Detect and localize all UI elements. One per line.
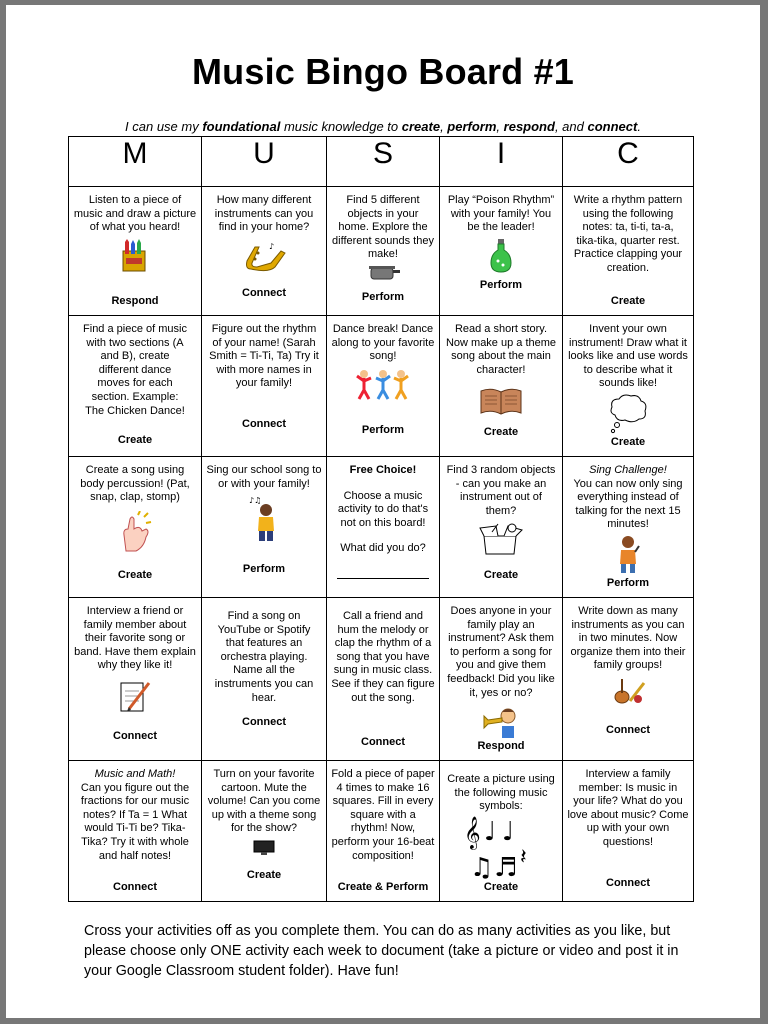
page-title: Music Bingo Board #1 bbox=[191, 51, 575, 92]
activity-text: Fold a piece of paper 4 times to make 16 squares. Fill in every square with a rhythm! Now, perform your 16-beat composition! bbox=[331, 768, 435, 862]
bingo-cell[interactable] bbox=[202, 761, 327, 902]
category-label: Perform bbox=[479, 279, 523, 292]
activity-text: Sing our school song to or with your family! bbox=[206, 464, 322, 490]
svg-text:𝄞: 𝄞 bbox=[464, 815, 481, 849]
snapping-hand-icon bbox=[118, 511, 152, 553]
category-label: Perform bbox=[606, 577, 650, 590]
subtitle-text: . bbox=[637, 119, 641, 134]
bingo-cell[interactable] bbox=[327, 457, 440, 598]
bingo-cell[interactable] bbox=[69, 187, 202, 316]
activity-text: Read a short story. Now make up a theme song about the main character! bbox=[445, 323, 557, 376]
free-choice-text: Choose a music activity to do that's not on this board! bbox=[337, 489, 429, 529]
answer-line[interactable] bbox=[337, 578, 429, 579]
crayons-icon bbox=[120, 239, 150, 273]
svg-text:♬: ♬ bbox=[494, 852, 518, 880]
bingo-cell[interactable] bbox=[69, 316, 202, 457]
svg-text:♩: ♩ bbox=[502, 816, 515, 847]
activity-text: How many different instruments can you find in your home? bbox=[214, 194, 314, 234]
bingo-cell[interactable] bbox=[440, 761, 563, 902]
board-row bbox=[69, 761, 694, 902]
category-label: Create bbox=[483, 569, 519, 582]
category-label: Connect bbox=[242, 287, 286, 300]
category-label: Connect bbox=[606, 724, 650, 737]
bingo-cell[interactable] bbox=[202, 457, 327, 598]
open-book-icon bbox=[479, 387, 523, 415]
subtitle-bold-create: create bbox=[401, 119, 441, 134]
bingo-cell[interactable] bbox=[440, 598, 563, 761]
category-label: Connect bbox=[242, 716, 286, 729]
tv-icon bbox=[253, 840, 275, 856]
activity-text: Write down as many instruments as you can in two minutes. Now organize them into their family groups! bbox=[570, 605, 686, 672]
singing-child-icon bbox=[249, 495, 279, 543]
potion-bottle-icon bbox=[490, 239, 512, 273]
category-label: Create bbox=[483, 881, 519, 894]
bingo-cell[interactable] bbox=[440, 457, 563, 598]
bingo-board bbox=[68, 136, 694, 902]
category-label: Connect bbox=[242, 418, 286, 431]
bingo-cell[interactable] bbox=[327, 598, 440, 761]
category-label: Create bbox=[483, 426, 519, 439]
bingo-cell[interactable] bbox=[440, 316, 563, 457]
svg-text:♪♫: ♪♫ bbox=[249, 496, 262, 506]
category-label: Create bbox=[117, 569, 153, 582]
board-row bbox=[69, 457, 694, 598]
activity-text: Interview a friend or family member about their favorite song or band. Have them explain why they like it! bbox=[74, 605, 196, 672]
svg-text:𝄽: 𝄽 bbox=[520, 844, 527, 870]
math-text: Can you figure out the fractions for our music notes? If Ta = 1 What would Ti-Ti be? Tika-Tika? Try it with whole and half notes! bbox=[80, 781, 190, 862]
column-header-s: S bbox=[327, 137, 440, 187]
subtitle-bold-foundational: foundational bbox=[202, 119, 281, 134]
category-label: Create bbox=[117, 434, 153, 447]
column-header-u: U bbox=[202, 137, 327, 187]
activity-text: Interview a family member: Is music in your life? What do you love about music? Come up with your own questions! bbox=[567, 768, 689, 848]
activity-text: Turn on your favorite cartoon. Mute the volume! Can you come up with a theme song for the show? bbox=[207, 768, 321, 835]
category-label: Perform bbox=[361, 291, 405, 304]
bingo-cell[interactable] bbox=[563, 187, 694, 316]
board-row bbox=[69, 316, 694, 457]
bingo-cell[interactable] bbox=[327, 316, 440, 457]
challenge-heading: Sing Challenge! bbox=[589, 464, 667, 476]
instruments-icon bbox=[610, 677, 646, 705]
bingo-cell[interactable] bbox=[327, 761, 440, 902]
bingo-cell[interactable] bbox=[202, 187, 327, 316]
subtitle-bold-perform: perform bbox=[447, 119, 497, 134]
activity-text: Create a picture using the following music symbols: bbox=[447, 773, 555, 813]
pot-icon bbox=[365, 264, 401, 282]
activity-text bbox=[327, 457, 439, 584]
bingo-cell[interactable] bbox=[202, 316, 327, 457]
activity-text: Figure out the rhythm of your name! (Sarah Smith = Ti-Ti, Ta) Try it with more names in your family! bbox=[209, 323, 319, 390]
thought-bubble-icon bbox=[607, 393, 649, 435]
svg-text:♫: ♫ bbox=[470, 852, 494, 880]
category-label: Connect bbox=[606, 877, 650, 890]
activity-text: Listen to a piece of music and draw a picture of what you heard! bbox=[73, 194, 197, 234]
board-row bbox=[69, 598, 694, 761]
activity-text: Call a friend and hum the melody or clap the rhythm of a song that you have sung in music class. See if they can figure out the song. bbox=[331, 610, 435, 704]
subtitle-text: music knowledge to bbox=[280, 119, 402, 134]
activity-text: Find 5 different objects in your home. Explore the different sounds they make! bbox=[332, 194, 434, 261]
footer-instructions: Cross your activities off as you complete them. You can do as many activities as you like, but please choose only ONE activity each week to document (take a picture or video and post it in your Google Classroom student folder). Have fun! bbox=[84, 923, 679, 979]
bingo-cell[interactable] bbox=[440, 187, 563, 316]
subtitle-text: , bbox=[496, 119, 504, 134]
bingo-cell[interactable] bbox=[69, 598, 202, 761]
category-label: Create & Perform bbox=[337, 881, 429, 894]
activity-text: Write a rhythm pattern using the following notes: ta, ti-ti, ta-a, tika-tika, quarter rest. Practice clapping your creation. bbox=[573, 194, 683, 274]
board-row bbox=[69, 187, 694, 316]
music-symbols-icon bbox=[458, 814, 544, 880]
bingo-cell[interactable] bbox=[202, 598, 327, 761]
column-header-i: I bbox=[440, 137, 563, 187]
activity-text: Create a song using body percussion! (Pat, snap, clap, stomp) bbox=[80, 464, 190, 504]
svg-text:♩: ♩ bbox=[484, 816, 497, 847]
column-header-c: C bbox=[563, 137, 694, 187]
bingo-cell[interactable] bbox=[563, 316, 694, 457]
column-header-m: M bbox=[69, 137, 202, 187]
category-label: Connect bbox=[113, 730, 157, 743]
bingo-cell[interactable] bbox=[327, 187, 440, 316]
singer-microphone-icon bbox=[615, 534, 641, 574]
activity-text: Invent your own instrument! Draw what it looks like and use words to describe what it sounds like! bbox=[568, 323, 688, 390]
bingo-cell[interactable] bbox=[563, 457, 694, 598]
saxophone-icon bbox=[241, 239, 287, 275]
activity-text: Find a piece of music with two sections (A and B), create different dance moves for each section. Example: The Chicken Dance! bbox=[83, 323, 187, 417]
worksheet-page bbox=[6, 5, 760, 1018]
notepad-pencil-icon bbox=[117, 679, 153, 713]
category-label: Respond bbox=[111, 295, 159, 308]
category-label: Create bbox=[246, 869, 282, 882]
activity-text: Find 3 random objects - can you make an instrument out of them? bbox=[446, 464, 556, 517]
bingo-cell[interactable] bbox=[69, 457, 202, 598]
bingo-cell[interactable] bbox=[563, 598, 694, 761]
subtitle-text: , bbox=[440, 119, 448, 134]
activity-text: Dance break! Dance along to your favorite song! bbox=[331, 323, 435, 363]
activity-text bbox=[69, 761, 201, 863]
category-label: Perform bbox=[361, 424, 405, 437]
activity-text: Find a song on YouTube or Spotify that features an orchestra playing. Name all the instruments you can hear. bbox=[214, 610, 314, 704]
category-label: Create bbox=[610, 436, 646, 449]
category-label: Perform bbox=[242, 563, 286, 576]
free-choice-question: What did you do? bbox=[340, 542, 426, 555]
dancing-kids-icon bbox=[356, 368, 410, 402]
subtitle-text: , and bbox=[554, 119, 588, 134]
category-label: Respond bbox=[477, 740, 525, 753]
activity-text: Play “Poison Rhythm” with your family! You be the leader! bbox=[447, 194, 555, 234]
trumpet-player-icon bbox=[482, 706, 520, 738]
category-label: Create bbox=[610, 295, 646, 308]
subtitle-bold-connect: connect bbox=[587, 119, 638, 134]
svg-text:♪: ♪ bbox=[269, 241, 275, 251]
challenge-text: You can now only sing everything instead of talking for the next 15 minutes! bbox=[573, 477, 683, 531]
free-choice-heading: Free Choice! bbox=[349, 464, 417, 476]
category-label: Connect bbox=[113, 881, 157, 894]
category-label: Connect bbox=[361, 736, 405, 749]
page-subtitle bbox=[6, 119, 760, 134]
subtitle-bold-respond: respond bbox=[503, 119, 555, 134]
bingo-cell[interactable] bbox=[563, 761, 694, 902]
header-row bbox=[69, 137, 694, 187]
toy-box-icon bbox=[478, 522, 524, 556]
bingo-cell[interactable] bbox=[69, 761, 202, 902]
activity-text bbox=[563, 457, 693, 532]
subtitle-text: I can use my bbox=[125, 119, 203, 134]
activity-text: Does anyone in your family play an instrument? Ask them to perform a song for you and give them feedback! Did you like it, yes or no? bbox=[447, 605, 555, 699]
math-heading: Music and Math! bbox=[94, 768, 176, 780]
